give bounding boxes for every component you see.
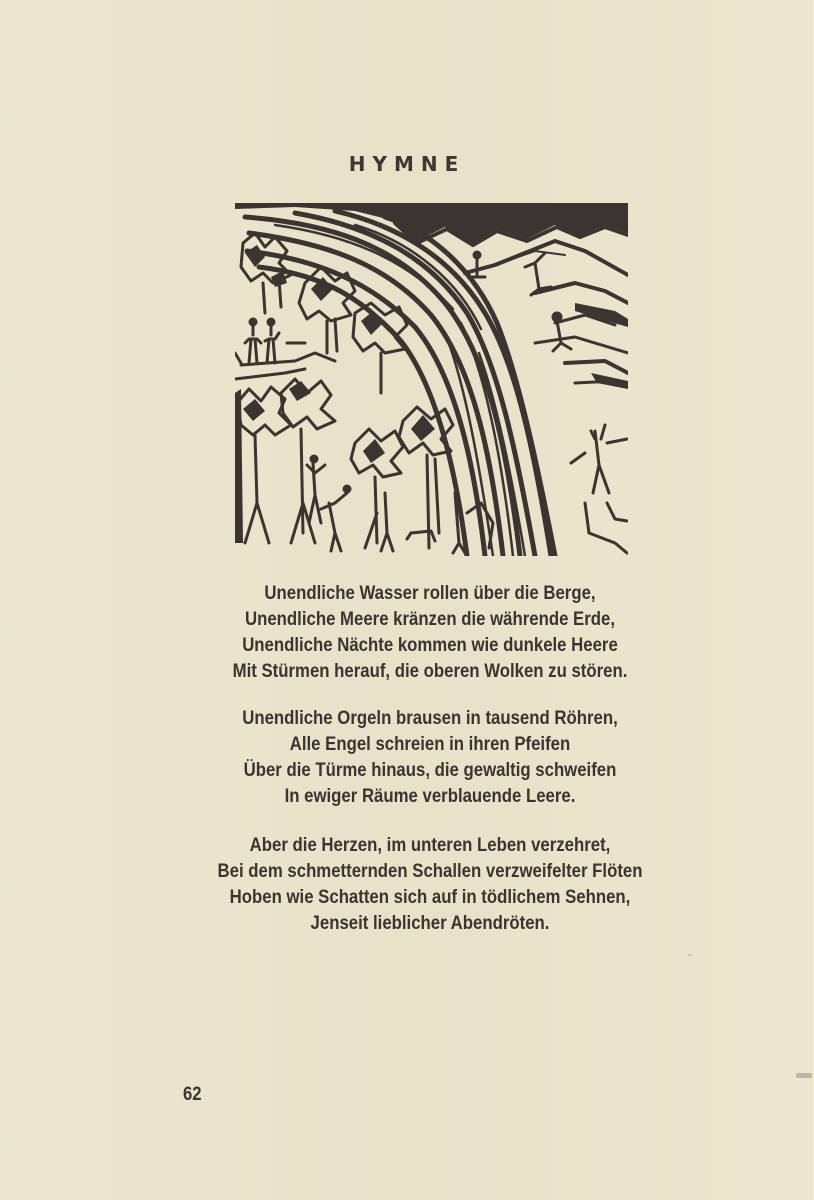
poem-line: Jenseit lieblicher Abendröten. [310,912,550,934]
poem-line: Unendliche Wasser rollen über die Berge, [264,582,596,604]
poem-line: In ewiger Räume verblauende Leere. [284,785,576,807]
page-edge [810,0,814,1200]
poem-line: Aber die Herzen, im unteren Leben verzehret, [249,834,611,856]
poem-line: Unendliche Meere kränzen die währende Erde, [245,608,615,630]
woodcut-illustration [235,203,628,556]
poem-line: Unendliche Nächte kommen wie dunkele Heere [242,634,618,656]
poem-line: Hoben wie Schatten sich auf in tödlichem Sehnen, [229,886,631,908]
stanza-1 [60,580,800,684]
poem-line: Mit Stürmen herauf, die oberen Wolken zu stören. [232,660,628,682]
page-number: 62 [183,1084,202,1105]
stanza-2 [60,705,800,809]
woodcut-waterfall-image [235,203,628,556]
poem-title: HYMNE [348,152,466,176]
stanza-3 [60,832,800,936]
ink-smudge [796,1073,812,1078]
paper-speck [688,954,692,956]
poem-line: Bei dem schmetternden Schallen verzweifelter Flöten [217,860,643,882]
poem-line: Über die Türme hinaus, die gewaltig schweifen [243,759,617,781]
poem-line: Unendliche Orgeln brausen in tausend Röhren, [242,707,618,729]
poem-line: Alle Engel schreien in ihren Pfeifen [289,733,571,755]
